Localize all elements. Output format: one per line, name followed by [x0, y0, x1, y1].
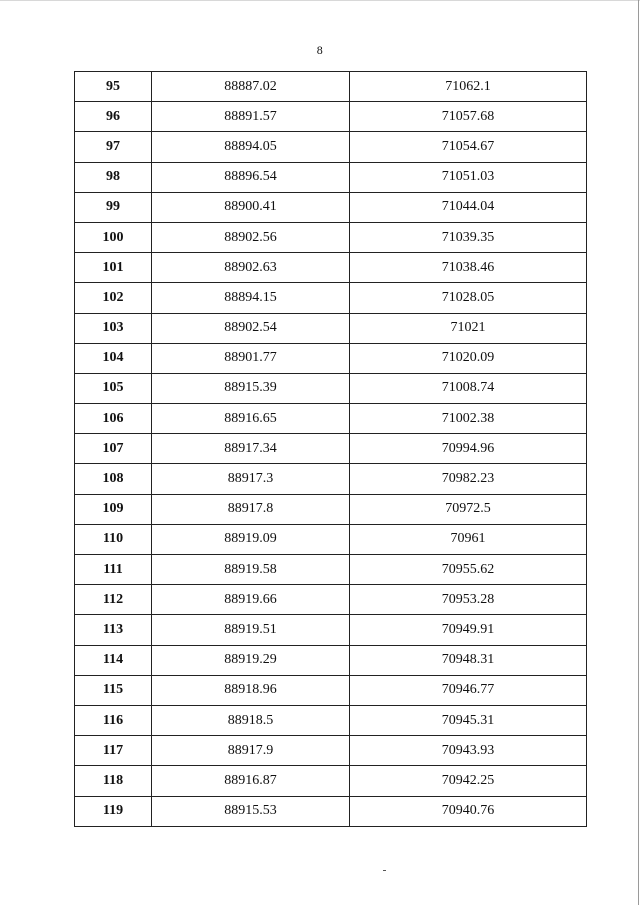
x-coordinate-cell: 88919.66	[152, 585, 350, 615]
y-coordinate-cell: 71002.38	[350, 404, 587, 434]
x-coordinate-cell: 88902.63	[152, 253, 350, 283]
point-index-cell: 105	[75, 373, 152, 403]
table-row	[75, 766, 587, 796]
y-coordinate-cell: 71051.03	[350, 162, 587, 192]
table-row	[75, 313, 587, 343]
table-row	[75, 343, 587, 373]
y-coordinate-cell: 71028.05	[350, 283, 587, 313]
y-coordinate-cell: 71038.46	[350, 253, 587, 283]
x-coordinate-cell: 88918.96	[152, 675, 350, 705]
scan-mark	[383, 870, 386, 871]
table-row	[75, 162, 587, 192]
x-coordinate-cell: 88917.34	[152, 434, 350, 464]
point-index-cell: 113	[75, 615, 152, 645]
point-index-cell: 107	[75, 434, 152, 464]
point-index-cell: 100	[75, 222, 152, 252]
y-coordinate-cell: 70972.5	[350, 494, 587, 524]
table-row	[75, 585, 587, 615]
point-index-cell: 101	[75, 253, 152, 283]
point-index-cell: 97	[75, 132, 152, 162]
y-coordinate-cell: 70994.96	[350, 434, 587, 464]
table-row	[75, 555, 587, 585]
x-coordinate-cell: 88919.29	[152, 645, 350, 675]
y-coordinate-cell: 71044.04	[350, 192, 587, 222]
x-coordinate-cell: 88916.87	[152, 766, 350, 796]
x-coordinate-cell: 88917.3	[152, 464, 350, 494]
y-coordinate-cell: 70953.28	[350, 585, 587, 615]
table-row	[75, 736, 587, 766]
table-row	[75, 524, 587, 554]
table-row	[75, 675, 587, 705]
y-coordinate-cell: 71020.09	[350, 343, 587, 373]
table-row	[75, 434, 587, 464]
table-row	[75, 705, 587, 735]
table-row	[75, 494, 587, 524]
table-row	[75, 102, 587, 132]
table-row	[75, 192, 587, 222]
coordinate-table	[74, 71, 587, 827]
point-index-cell: 98	[75, 162, 152, 192]
y-coordinate-cell: 70942.25	[350, 766, 587, 796]
y-coordinate-cell: 71021	[350, 313, 587, 343]
y-coordinate-cell: 70943.93	[350, 736, 587, 766]
point-index-cell: 108	[75, 464, 152, 494]
y-coordinate-cell: 70948.31	[350, 645, 587, 675]
x-coordinate-cell: 88919.58	[152, 555, 350, 585]
point-index-cell: 109	[75, 494, 152, 524]
point-index-cell: 104	[75, 343, 152, 373]
y-coordinate-cell: 70945.31	[350, 705, 587, 735]
point-index-cell: 96	[75, 102, 152, 132]
x-coordinate-cell: 88915.53	[152, 796, 350, 826]
x-coordinate-cell: 88900.41	[152, 192, 350, 222]
table-row	[75, 283, 587, 313]
page-number: 8	[316, 43, 324, 57]
x-coordinate-cell: 88896.54	[152, 162, 350, 192]
y-coordinate-cell: 71008.74	[350, 373, 587, 403]
point-index-cell: 106	[75, 404, 152, 434]
page-edge-top	[0, 0, 640, 1]
point-index-cell: 114	[75, 645, 152, 675]
x-coordinate-cell: 88894.15	[152, 283, 350, 313]
x-coordinate-cell: 88902.56	[152, 222, 350, 252]
table-row	[75, 222, 587, 252]
point-index-cell: 118	[75, 766, 152, 796]
table-row	[75, 72, 587, 102]
point-index-cell: 95	[75, 72, 152, 102]
point-index-cell: 99	[75, 192, 152, 222]
x-coordinate-cell: 88894.05	[152, 132, 350, 162]
table-row	[75, 796, 587, 826]
y-coordinate-cell: 71039.35	[350, 222, 587, 252]
x-coordinate-cell: 88917.8	[152, 494, 350, 524]
point-index-cell: 111	[75, 555, 152, 585]
point-index-cell: 119	[75, 796, 152, 826]
y-coordinate-cell: 70949.91	[350, 615, 587, 645]
y-coordinate-cell: 70961	[350, 524, 587, 554]
table-row	[75, 132, 587, 162]
point-index-cell: 110	[75, 524, 152, 554]
point-index-cell: 103	[75, 313, 152, 343]
y-coordinate-cell: 70940.76	[350, 796, 587, 826]
x-coordinate-cell: 88901.77	[152, 343, 350, 373]
y-coordinate-cell: 70946.77	[350, 675, 587, 705]
point-index-cell: 117	[75, 736, 152, 766]
x-coordinate-cell: 88919.09	[152, 524, 350, 554]
x-coordinate-cell: 88915.39	[152, 373, 350, 403]
x-coordinate-cell: 88919.51	[152, 615, 350, 645]
x-coordinate-cell: 88891.57	[152, 102, 350, 132]
x-coordinate-cell: 88917.9	[152, 736, 350, 766]
point-index-cell: 116	[75, 705, 152, 735]
table-row	[75, 253, 587, 283]
table-row	[75, 373, 587, 403]
point-index-cell: 102	[75, 283, 152, 313]
point-index-cell: 115	[75, 675, 152, 705]
x-coordinate-cell: 88918.5	[152, 705, 350, 735]
y-coordinate-cell: 71054.67	[350, 132, 587, 162]
y-coordinate-cell: 70982.23	[350, 464, 587, 494]
page-edge-right	[638, 0, 639, 905]
x-coordinate-cell: 88887.02	[152, 72, 350, 102]
y-coordinate-cell: 71057.68	[350, 102, 587, 132]
x-coordinate-cell: 88916.65	[152, 404, 350, 434]
table-row	[75, 615, 587, 645]
coordinate-table-body	[75, 72, 587, 827]
point-index-cell: 112	[75, 585, 152, 615]
table-row	[75, 464, 587, 494]
y-coordinate-cell: 70955.62	[350, 555, 587, 585]
x-coordinate-cell: 88902.54	[152, 313, 350, 343]
y-coordinate-cell: 71062.1	[350, 72, 587, 102]
table-row	[75, 404, 587, 434]
table-row	[75, 645, 587, 675]
